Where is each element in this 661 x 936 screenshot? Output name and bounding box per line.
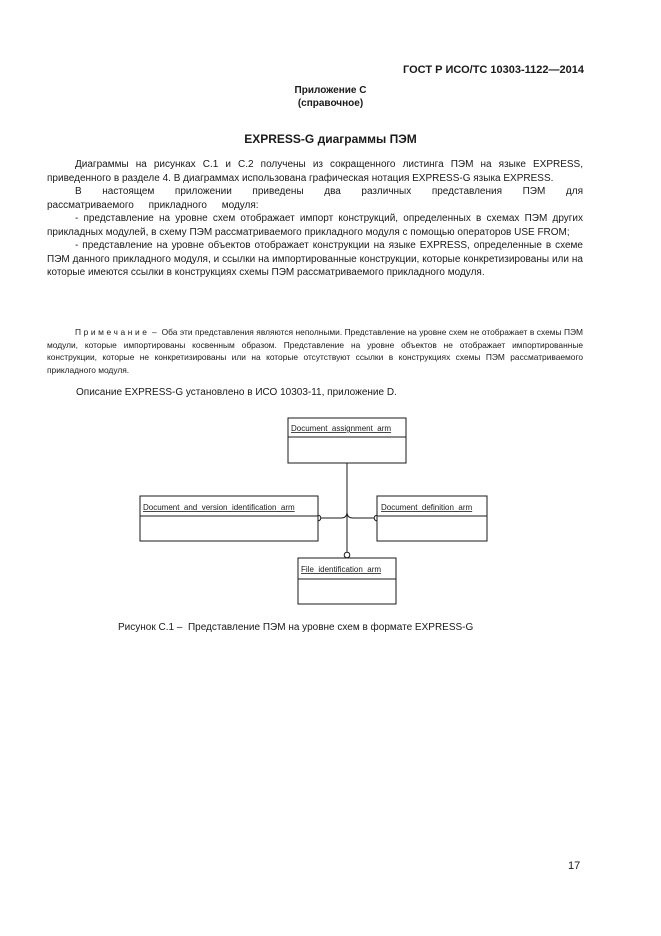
box-document-definition: [377, 496, 487, 541]
link-to-version-identification: [320, 463, 347, 518]
box-file-identification: [298, 558, 396, 604]
annex-title: Приложение С: [294, 85, 367, 96]
box-document-and-version-identification: [140, 496, 318, 541]
express-g-description: Описание EXPRESS-G установлено в ИСО 10303-11, приложение D.: [76, 387, 397, 398]
connector-circle-bottom: [344, 552, 350, 558]
link-to-document-definition: [347, 463, 375, 518]
document-header: ГОСТ Р ИСО/ТС 10303-1122—2014: [403, 64, 584, 76]
paragraph-object-level: - представление на уровне объектов отображает конструкции на языке EXPRESS, определенные в схеме ПЭМ данного прикладного модуля, и ссылки на импортированные конструкции, которые конкретизированы или на которые имеются ссылки в конструкциях схемы ПЭМ рассматриваемого прикладного модуля.: [47, 240, 583, 278]
note-dash: –: [151, 327, 157, 337]
figure-caption: Рисунок С.1 – Представление ПЭМ на уровне схем в формате EXPRESS-G: [118, 622, 474, 633]
annex-kind: (справочное): [297, 98, 364, 109]
box-label-bottom: File_identification_arm: [301, 565, 382, 574]
box-document-assignment: [288, 418, 406, 463]
box-label-left: Document_and_version_identification_arm: [143, 503, 295, 512]
paragraph-intro: Диаграммы на рисунках С.1 и С.2 получены из сокращенного листинга ПЭМ на языке EXPRESS, приведенного в разделе 4. В диаграммах использована графическая нотация EXPRESS-G языка EXPRESS.: [47, 159, 583, 184]
note-label: Примечание: [75, 327, 150, 337]
section-title: EXPRESS-G диаграммы ПЭМ: [244, 132, 417, 146]
box-label-top: Document_assignment_arm: [291, 424, 392, 433]
page-number: 17: [568, 860, 581, 872]
box-label-right: Document_definition_arm: [381, 503, 473, 512]
paragraph-representations: В настоящем приложении приведены два различных представления ПЭМ для рассматриваемого прикладного модуля:: [47, 186, 583, 211]
note-text: Оба эти представления являются неполными. Представление на уровне схем не отображает в схемы ПЭМ модули, которые импортированы косвенным образом. Представление на уровне объектов не отображает импортированные конструкции, которые не конкретизированы или на которые отсутствуют ссылки в конструкциях схемы ПЭМ рассматриваемого прикладного модуля.: [47, 327, 584, 375]
paragraph-schema-level: - представление на уровне схем отображает импорт конструкций, определенных в схемах ПЭМ других прикладных модулей, в схему ПЭМ рассматриваемого прикладного модуля с помощью операторов USE FROM;: [47, 213, 583, 238]
